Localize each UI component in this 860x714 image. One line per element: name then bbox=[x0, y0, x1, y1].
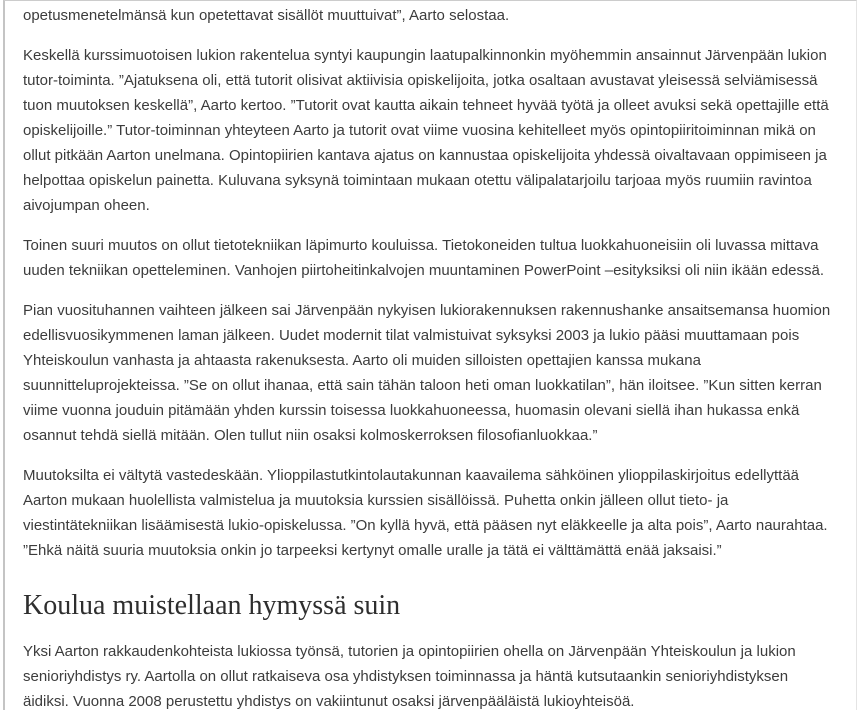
article-paragraph: Toinen suuri muutos on ollut tietotekniikan läpimurto kouluissa. Tietokoneiden tultua luokkahuoneisiin oli luvassa mittava uuden tekniikan opetteleminen. Vanhojen piirtoheitinkalvojen muuntaminen PowerPoint –esityksiksi oli niin ikään edessä. bbox=[23, 237, 825, 279]
section-heading: Koulua muistellaan hymyssä suin bbox=[23, 590, 401, 621]
article-paragraph: Keskellä kurssimuotoisen lukion rakentelua syntyi kaupungin laatupalkinnonkin myöhemmin ansainnut Järvenpään lukion tutor-toiminta. ”Ajatuksena oli, että tutorit olisivat aktiivisia opiskelijoita, jotka osaltaan avustavat yleisessä selviämisessä tuon muutoksen keskellä”, Aarto kertoo. ”Tutorit ovat kautta aikain tehneet hyvää työtä ja olleet avuksi sekä opettajille että opiskelijoille.” Tutor-toiminnan yhteyteen Aarto ja tutorit ovat viime vuosina kehitelleet myös opintopiiritoiminnan mikä on ollut pitkään Aarton unelmana. Opintopiirien kantava ajatus on kannustaa opiskelijoita yhdessä oivaltavaan oppimiseen ja helpottaa opiskelun painetta. Kuluvana syksynä toimintaan mukaan otettu välipalatarjoilu tarjoaa myös ruumiin ravintoa aivojumpan oheen. bbox=[23, 47, 829, 214]
article-page-frame bbox=[3, 0, 857, 710]
article-content bbox=[5, 1, 856, 714]
article-paragraph: Muutoksilta ei vältytä vastedeskään. Ylioppilastutkintolautakunnan kaavailema sähköinen ylioppilaskirjoitus edellyttää Aarton mukaan huolellista valmistelua ja muutoksia kurssien sisällöissä. Puhetta onkin jälleen ollut tieto- ja viestintätekniikan lisäämisestä lukio-opiskelussa. ”On kyllä hyvä, että pääsen nyt eläkkeelle ja alta pois”, Aarto naurahtaa. ”Ehkä näitä suuria muutoksia onkin jo tarpeeksi kertynyt omalle uralle ja tätä ei välttämättä enää jaksaisi.” bbox=[23, 467, 828, 559]
article-paragraph: Yksi Aarton rakkaudenkohteista lukiossa työnsä, tutorien ja opintopiirien ohella on Järvenpään Yhteiskoulun ja lukion senioriyhdistys ry. Aartolla on ollut ratkaiseva osa yhdistyksen toiminnassa ja häntä kutsutaankin senioriyhdistyksen äidiksi. Vuonna 2008 perustettu yhdistys on vakiintunut osaksi järvenpääläistä lukioyhteisöä. bbox=[23, 643, 796, 710]
article-paragraph: Pian vuosituhannen vaihteen jälkeen sai Järvenpään nykyisen lukiorakennuksen rakennushanke ansaitsemansa huomion edellisvuosikymmenen laman jälkeen. Uudet modernit tilat valmistuivat syksyksi 2003 ja lukio pääsi muuttamaan pois Yhteiskoulun vanhasta ja ahtaasta rakenuksesta. Aarto oli muiden silloisten opettajien kanssa mukana suunnitteluprojekteissa. ”Se on ollut ihanaa, että sain tähän taloon heti oman luokkatilan”, hän iloitsee. ”Kun sitten kerran viime vuonna jouduin pitämään yhden kurssin toisessa luokkahuoneessa, huomasin olevani siellä ihan hukassa enkä osannut tehdä siellä mitään. Olen tullut niin osaksi kolmoskerroksen filosofianluokkaa.” bbox=[23, 302, 831, 444]
article-paragraph: opetusmenetelmänsä kun opetettavat sisällöt muuttuivat”, Aarto selostaa. bbox=[23, 7, 510, 24]
